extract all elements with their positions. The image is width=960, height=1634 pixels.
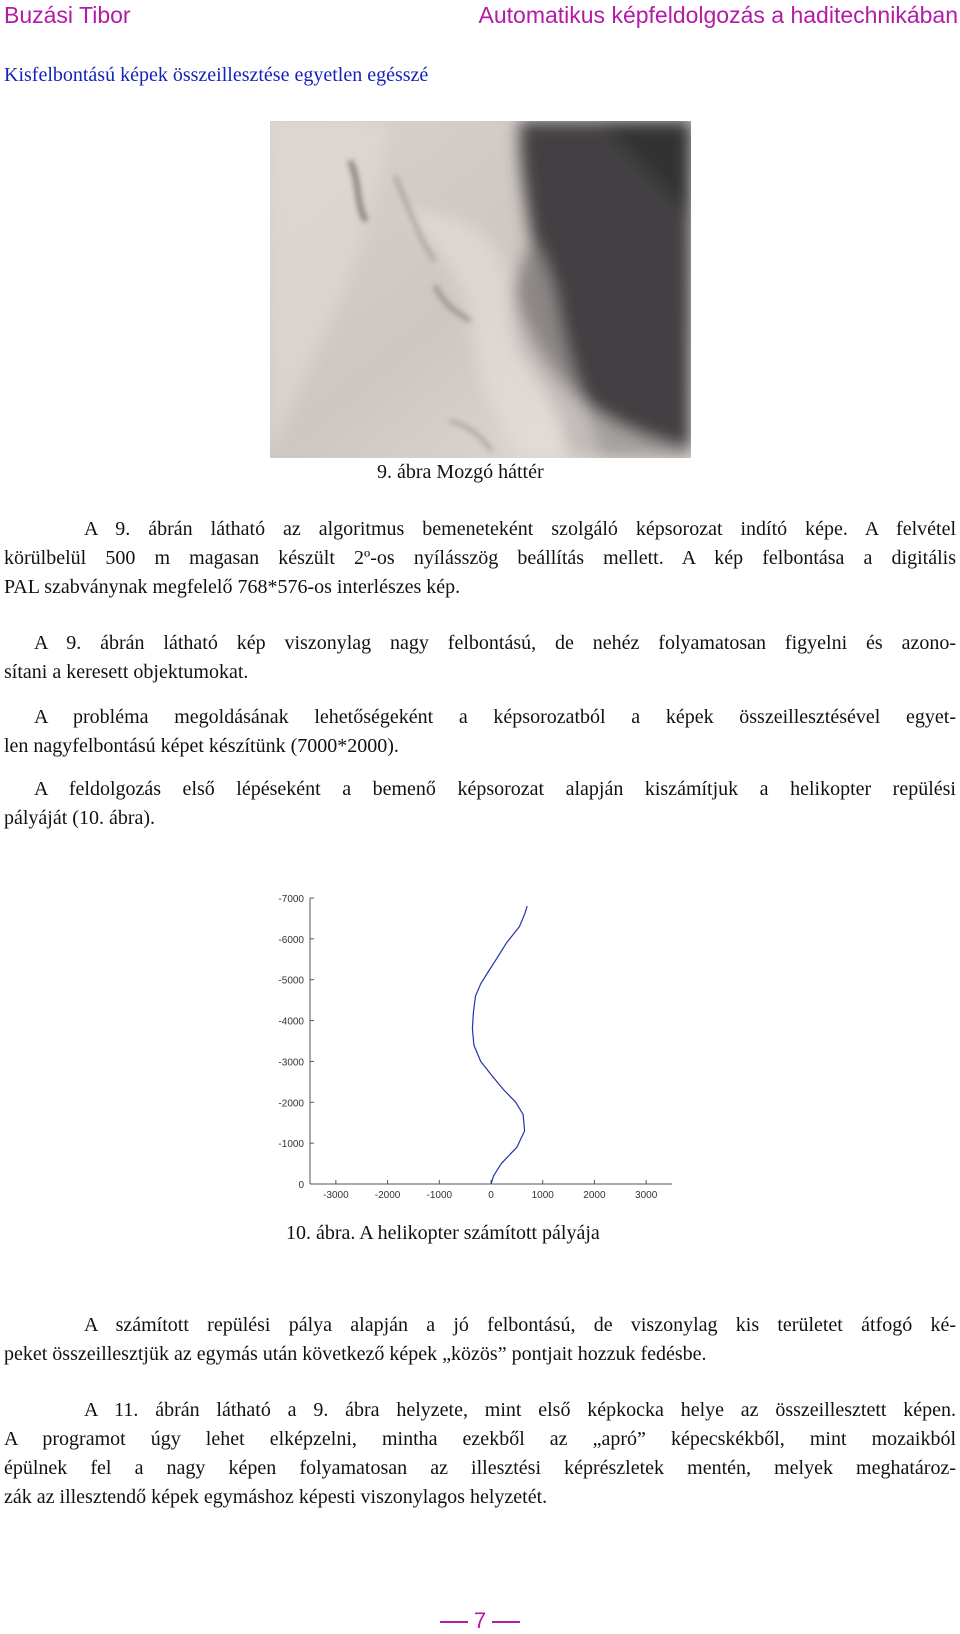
header-title: Automatikus képfeldolgozás a haditechnikában (478, 2, 958, 28)
paragraph-6-line: zák az illesztendő képek egymáshoz képesti viszonylagos helyzetét. (4, 1486, 548, 1508)
figure-10-caption: 10. ábra. A helikopter számított pályája (286, 1222, 600, 1244)
paragraph-1-line: körülbelül 500 m magasan készült 2º-os nyílásszög beállítás mellett. A kép felbontása a digitális (4, 547, 956, 569)
paragraph-4 (4, 775, 956, 833)
paragraph-6-line: A 11. ábrán látható a 9. ábra helyzete, mint első képkocka helye az összeillesztett képen. (84, 1399, 956, 1421)
y-tick-label: -7000 (278, 894, 304, 905)
paragraph-3 (4, 703, 956, 761)
x-tick-label: -3000 (323, 1190, 349, 1201)
y-tick-label: -5000 (278, 975, 304, 987)
y-tick-label: -6000 (278, 934, 304, 946)
figure-9-photo (270, 121, 691, 458)
paragraph-2-line: A 9. ábrán látható kép viszonylag nagy felbontású, de nehéz folyamatosan figyelni és azono- (34, 632, 956, 654)
y-tick-label: -3000 (278, 1057, 304, 1069)
paragraph-5-line: peket összeillesztjük az egymás után következő képek „közös” pontjait hozzuk fedésbe. (4, 1343, 707, 1365)
flight-path-chart-svg (262, 888, 682, 1208)
x-tick-label: 3000 (635, 1190, 658, 1201)
page-footer (0, 1608, 960, 1634)
paragraph-3-line: A probléma megoldásának lehetőségeként a képsorozatból a képek összeillesztésével egyet- (34, 706, 956, 728)
paragraph-1-line: PAL szabványnak megfelelő 768*576-os interlészes kép. (4, 576, 461, 598)
figure-9-caption: 9. ábra Mozgó háttér (377, 461, 544, 483)
x-tick-label: 0 (488, 1190, 494, 1201)
y-tick-label: -1000 (278, 1139, 304, 1151)
x-tick-label: -2000 (374, 1190, 401, 1201)
paragraph-6-line: épülnek fel a nagy képen folyamatosan az illesztési képrészletek mentén, melyek meghatároz- (4, 1457, 956, 1479)
paragraph-3-line: len nagyfelbontású képet készítünk (7000*2000). (4, 735, 399, 757)
paragraph-1 (4, 515, 956, 602)
paragraph-4-line: pályáját (10. ábra). (4, 807, 156, 829)
paragraph-6 (4, 1396, 956, 1512)
header-author: Buzási Tibor (4, 2, 131, 28)
section-title: Kisfelbontású képek összeillesztése egyetlen egésszé (4, 64, 429, 86)
y-tick-label: -4000 (278, 1016, 304, 1028)
footer-dash-right (492, 1621, 520, 1623)
footer-dash-left (440, 1621, 468, 1623)
paragraph-1-line: A 9. ábrán látható az algoritmus bemeneteként szolgáló képsorozat indító képe. A felvétel (84, 518, 956, 540)
x-tick-label: 1000 (531, 1190, 554, 1201)
paragraph-2 (4, 629, 956, 687)
flight-path-line (472, 906, 527, 1184)
paragraph-5-line: A számított repülési pálya alapján a jó felbontású, de viszonylag kis területet átfogó ké- (84, 1314, 956, 1336)
paragraph-2-line: sítani a keresett objektumokat. (4, 661, 249, 683)
paragraph-6-line: A programot úgy lehet elképzelni, mintha ezekből az „apró” képecskékből, mint mozaikból (4, 1428, 956, 1450)
y-tick-label: -2000 (278, 1098, 304, 1110)
paragraph-5 (4, 1311, 956, 1369)
page-number: 7 (473, 1608, 487, 1633)
x-tick-label: -1000 (426, 1190, 453, 1201)
flight-path-chart (262, 888, 682, 1208)
paragraph-4-line: A feldolgozás első lépéseként a bemenő képsorozat alapján kiszámítjuk a helikopter repülési (34, 778, 956, 800)
y-tick-label: 0 (298, 1180, 304, 1191)
x-tick-label: 2000 (583, 1190, 606, 1201)
